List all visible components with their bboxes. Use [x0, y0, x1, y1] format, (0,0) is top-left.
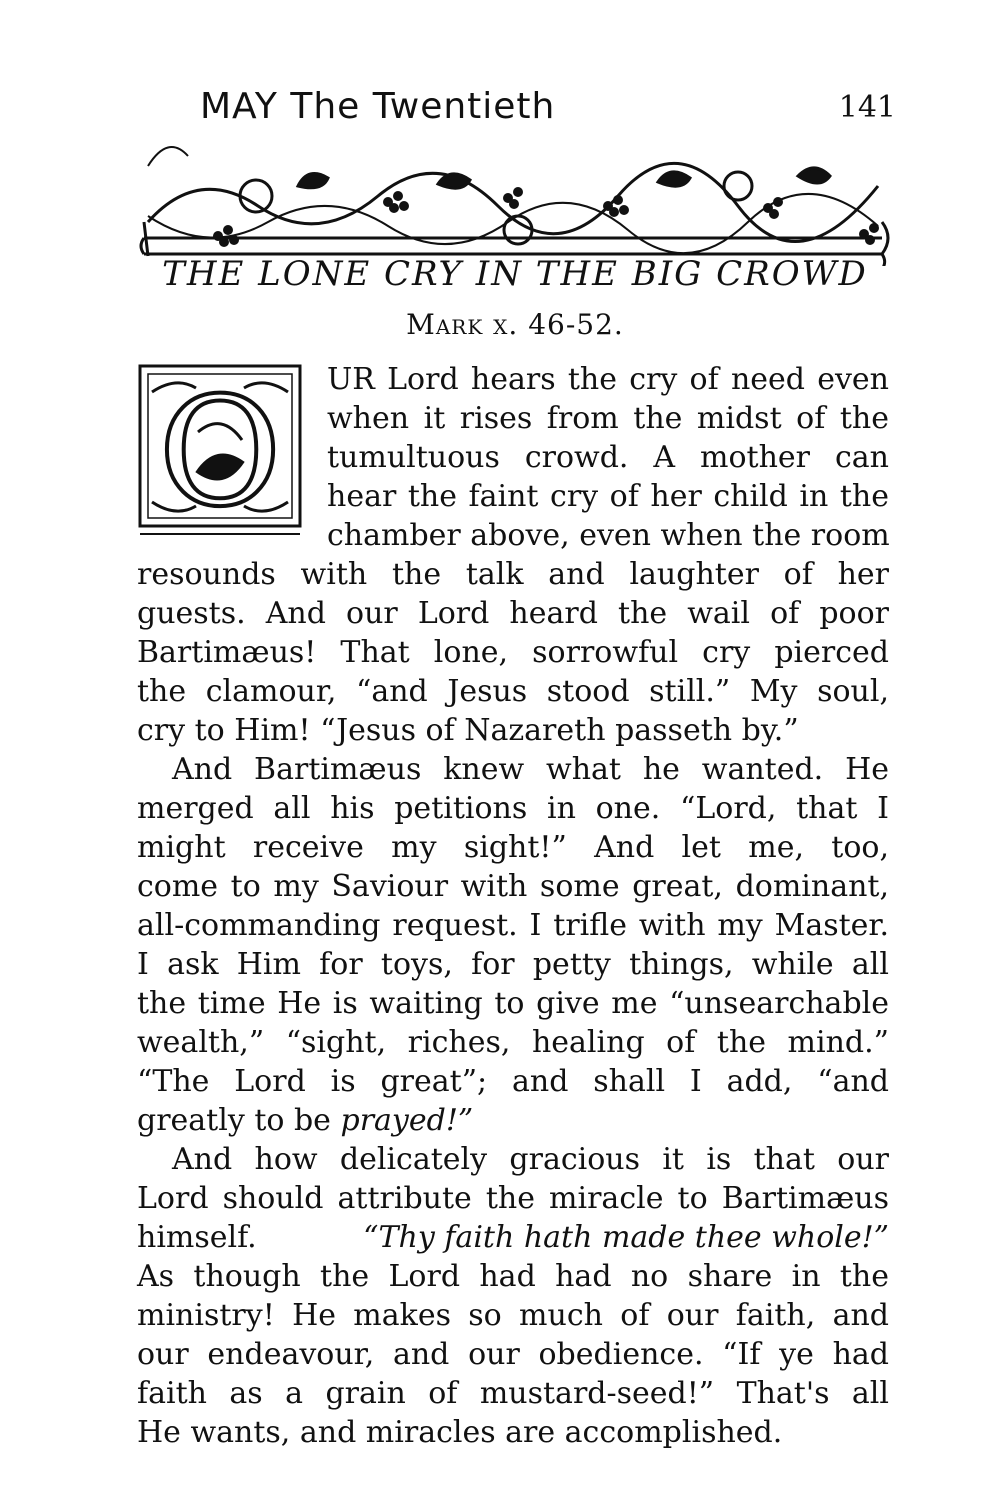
vine-border-ornament — [138, 126, 898, 266]
chapter-title: THE LONE CRY IN THE BIG CROWD — [162, 254, 868, 294]
italic-text: “Thy faith hath made thee whole!” — [363, 1220, 889, 1255]
header-title: MAY The Twentieth — [200, 86, 556, 127]
text-line: ministry! He makes so much of our faith, and — [137, 1298, 889, 1333]
text-line: And how delicately gracious it is that our — [172, 1142, 889, 1177]
text-line: I ask Him for toys, for petty things, while all — [137, 947, 889, 982]
text-line: Bartimæus! That lone, sorrowful cry pierced — [137, 635, 889, 670]
text-line — [137, 1101, 889, 1141]
text-line: come to my Saviour with some great, dominant, — [137, 869, 889, 904]
text-line: tumultuous crowd. A mother can — [327, 440, 889, 475]
text-line — [137, 1218, 889, 1258]
text-line: might receive my sight!” And let me, too, — [137, 830, 889, 865]
drop-cap-ornament — [136, 362, 304, 538]
text-line: when it rises from the midst of the — [327, 401, 889, 436]
text-line: And Bartimæus knew what he wanted. He — [172, 752, 889, 787]
drop-cap-letter: O — [158, 366, 282, 538]
text-line: Lord should attribute the miracle to Bartimæus — [137, 1181, 889, 1216]
text-line: merged all his petitions in one. “Lord, that I — [137, 791, 889, 826]
text-line: As though the Lord had had no share in the — [137, 1259, 889, 1294]
text-line: cry to Him! “Jesus of Nazareth passeth by.” — [137, 713, 799, 748]
text-line: guests. And our Lord heard the wail of poor — [137, 596, 889, 631]
text-line: faith as a grain of mustard-seed!” That's all — [137, 1376, 889, 1411]
scripture-reference: Mark x. 46-52. — [406, 308, 624, 341]
text-fragment: himself. — [137, 1220, 257, 1255]
text-line: our endeavour, and our obedience. “If ye had — [137, 1337, 889, 1372]
text-line: hear the faint cry of her child in the — [327, 479, 889, 514]
text-line: the clamour, “and Jesus stood still.” My soul, — [137, 674, 889, 709]
italic-text: prayed!” — [340, 1103, 474, 1138]
page-number: 141 — [838, 90, 896, 125]
text-line: He wants, and miracles are accomplished. — [137, 1415, 783, 1450]
text-line: wealth,” “sight, riches, healing of the mind.” — [137, 1025, 889, 1060]
text-line: chamber above, even when the room — [327, 518, 890, 553]
text-line: UR Lord hears the cry of need even — [327, 362, 889, 397]
text-line: “The Lord is great”; and shall I add, “and — [137, 1064, 889, 1099]
text-line: resounds with the talk and laughter of her — [137, 557, 889, 592]
page-header — [138, 82, 898, 272]
text-fragment: greatly to be — [137, 1103, 331, 1138]
text-line: all-commanding request. I trifle with my Master. — [137, 908, 889, 943]
text-line: the time He is waiting to give me “unsearchable — [137, 986, 889, 1021]
